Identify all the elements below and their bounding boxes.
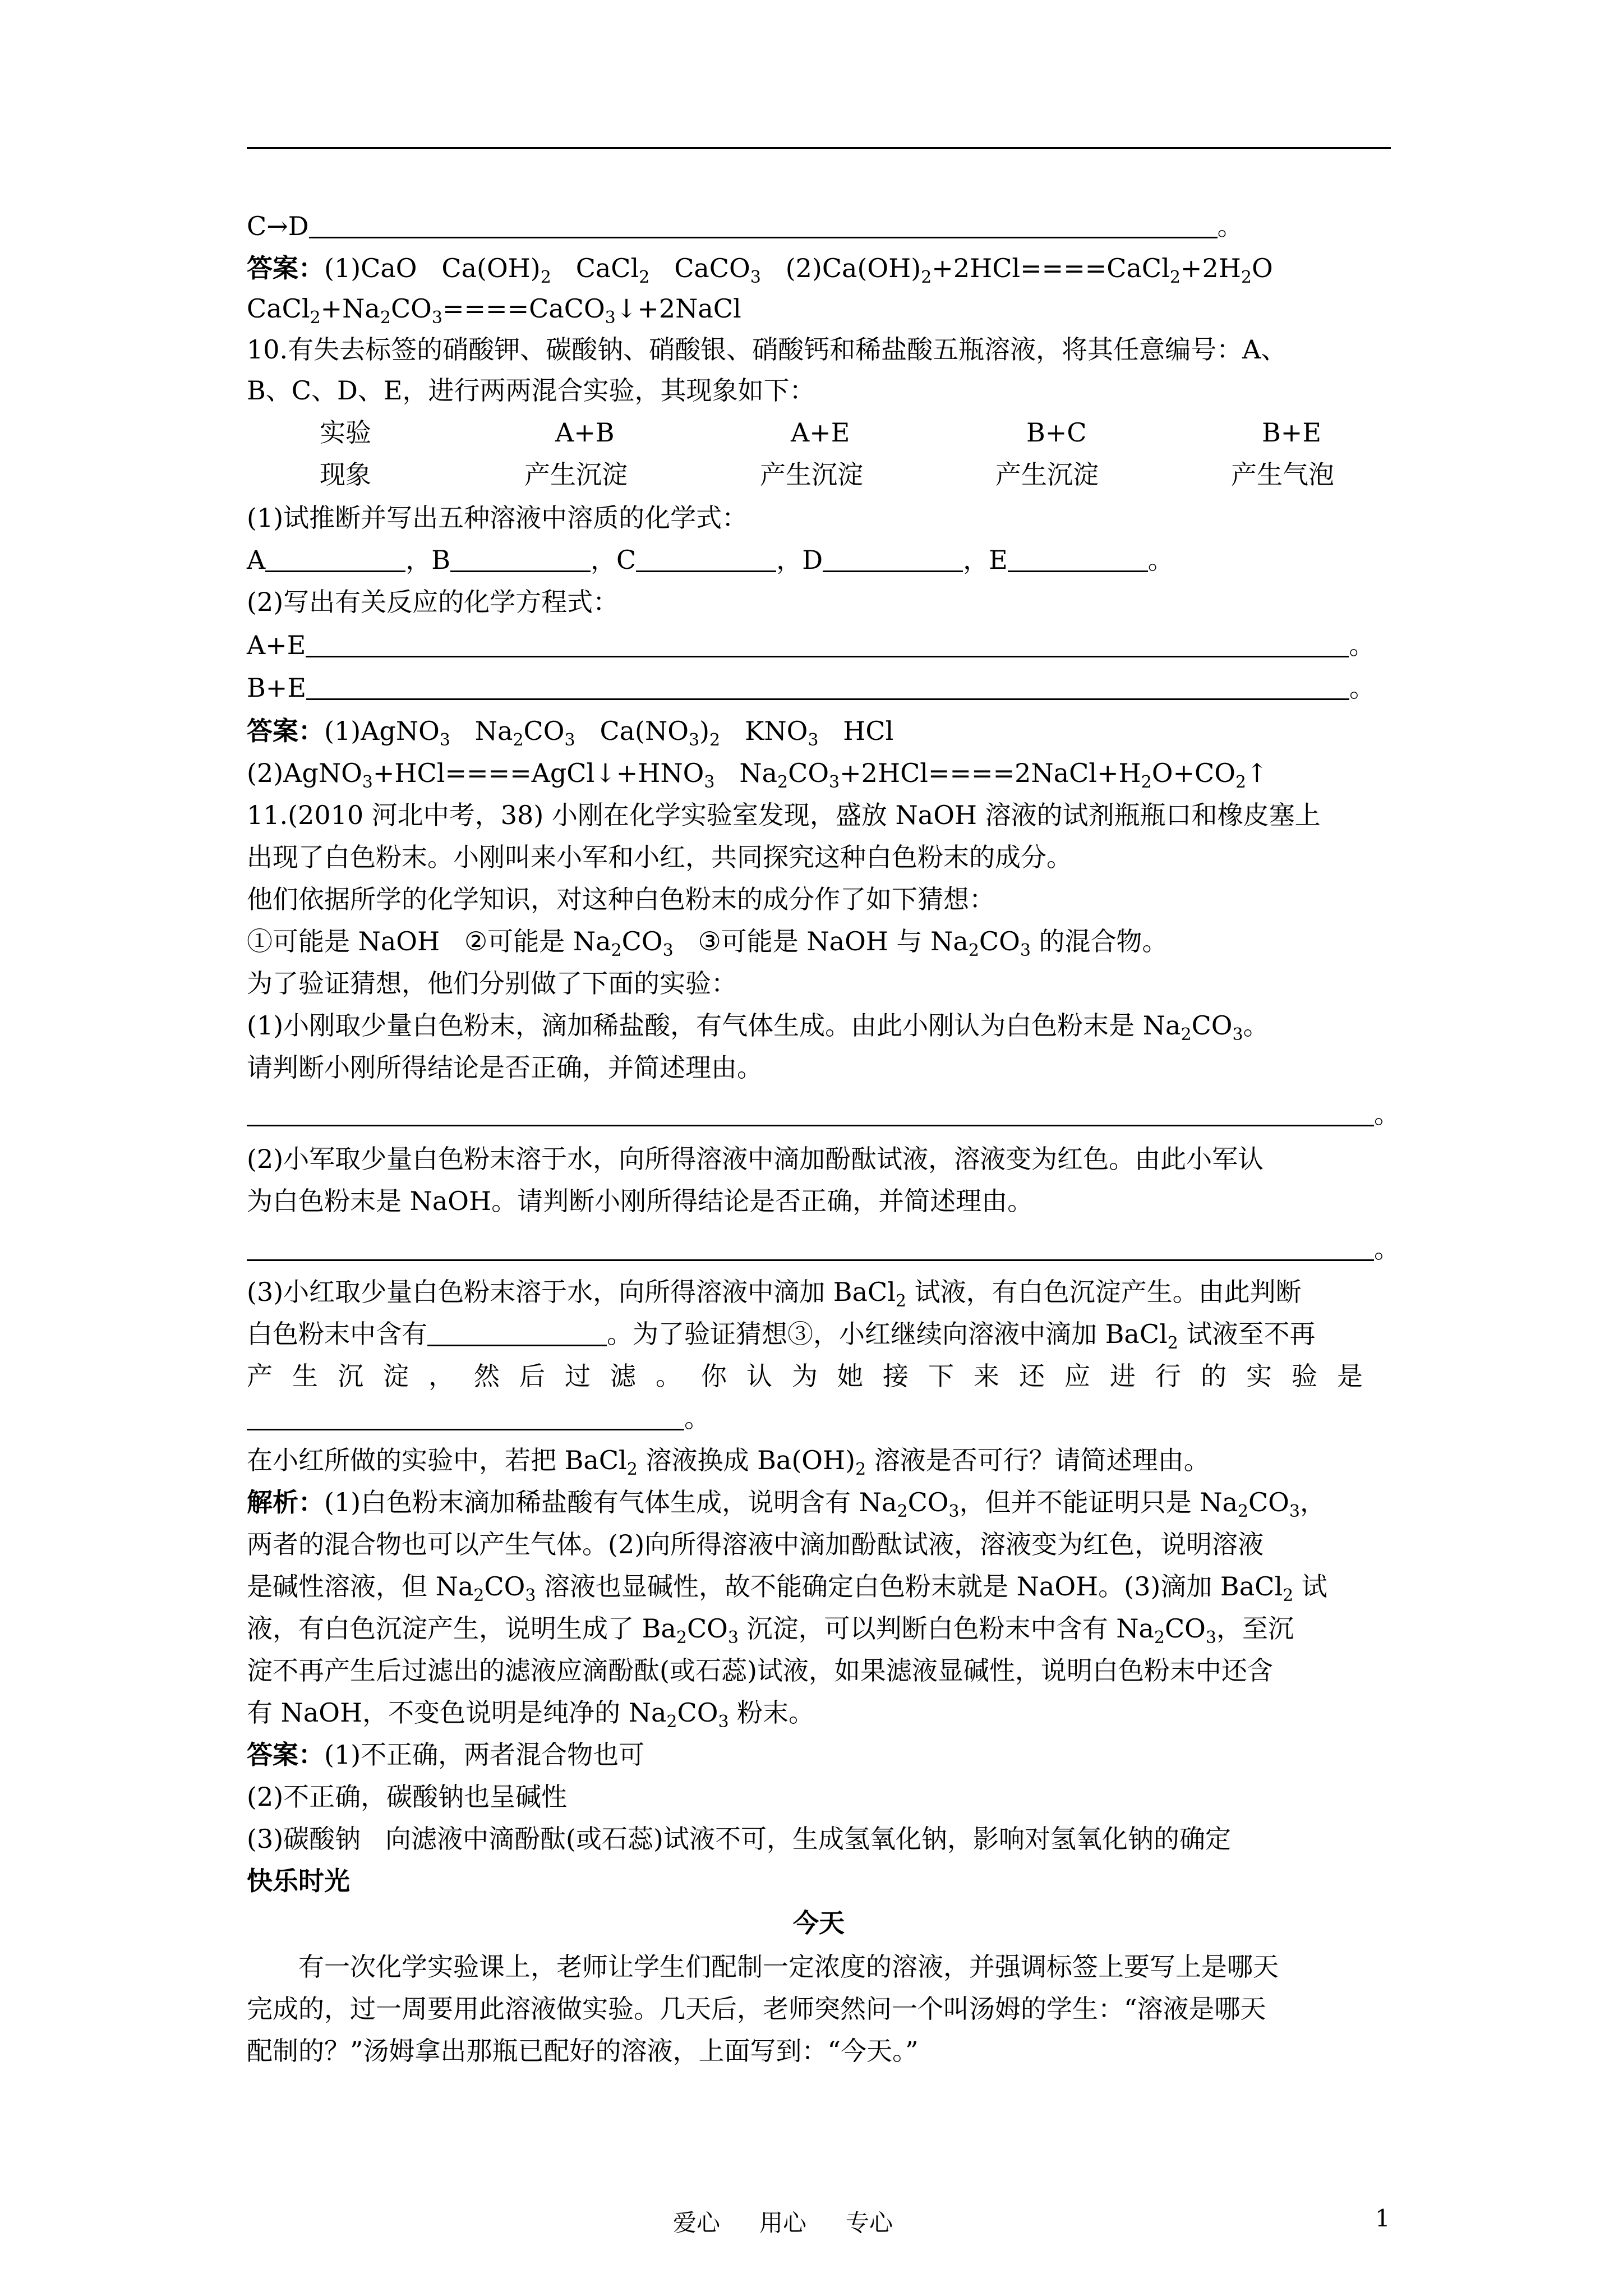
story-line-2: 完成的，过一周要用此溶液做实验。几天后，老师突然问一个叫汤姆的学生：“溶液是哪天 [247,1994,1266,2024]
formula: +2HCl====CaCl [932,253,1170,283]
blank-part2 [247,1235,1374,1261]
subscript: 2 [310,308,321,328]
q11-answer-1 [247,1739,644,1770]
guess-2: ②可能是 Na [464,926,611,956]
q11-answer-2: (2)不正确，碳酸钠也呈碱性 [247,1782,568,1812]
text: 液，有白色沉淀产生，说明生成了 Ba [247,1613,676,1644]
text: 溶液换成 Ba(OH) [637,1445,856,1475]
subscript: 3 [808,730,819,750]
analysis-4 [247,1613,1294,1648]
punct: 。 [1374,1099,1400,1129]
subscript: 2 [855,1460,866,1479]
blank-label: ，B [405,545,451,575]
formula: CO [907,1487,949,1517]
punct: ， [1299,1487,1326,1517]
formula: (2)AgNO [247,758,362,788]
q11-part2-answer-line [247,1233,1400,1264]
q11-text-3: 他们依据所学的化学知识，对这种白色粉末的成分作了如下猜想： [247,884,995,914]
subscript: 3 [829,772,840,792]
happy-time-heading: 快乐时光 [247,1866,350,1896]
text: 试液至不再 [1178,1319,1316,1349]
analysis-3 [247,1571,1327,1605]
q11-part1 [247,1010,1269,1045]
footer-text-3: 专心 [846,2209,893,2237]
table-cell: B+E [1262,417,1321,448]
subscript: 2 [1167,1333,1178,1353]
formula: CaCO [674,253,750,283]
text: 试 [1293,1571,1327,1602]
subscript: 2 [1235,772,1247,792]
answer-label: 答案： [247,1740,324,1770]
analysis-6 [247,1697,815,1732]
text: 粉末。 [728,1697,815,1728]
q10-ae-line [247,629,1375,661]
blank-label: ，D [776,545,823,575]
analysis-5: 淀不再产生后过滤出的滤液应滴酚酞(或石蕊)试液，如果滤液显碱性，说明白色粉末中还含 [247,1655,1273,1686]
formula: CaCl [575,253,639,283]
formula: HCl [843,716,894,746]
q10-part1: (1)试推断并写出五种溶液中溶质的化学式： [247,503,748,533]
q11-part2-1: (2)小军取少量白色粉末溶于水，向所得溶液中滴加酚酞试液，溶液变为红色。由此小军认 [247,1144,1264,1174]
subscript: 3 [704,772,715,792]
text: 溶液是否可行？请简述理由。 [866,1445,1210,1475]
text: (1)小刚取少量白色粉末，滴加稀盐酸，有气体生成。由此小刚认为白色粉末是 Na [247,1010,1181,1041]
formula: Ca(OH) [441,253,541,283]
formula: (1)CaO [324,253,417,283]
q11-part1-answer-line [247,1098,1400,1130]
formula: ↓+2NaCl [615,293,741,324]
q11-text-5: 为了验证猜想，他们分别做了下面的实验： [247,968,737,999]
subscript: 3 [727,1628,739,1648]
blank-d [823,546,963,572]
q9-answer-line-1 [247,252,1273,287]
text: (1)白色粉末滴加稀盐酸有气体生成，说明含有 Na [324,1487,897,1517]
blank-label: A [247,545,266,575]
q10-answer-1 [247,715,894,750]
formula: O+CO [1151,758,1235,788]
table-cell: A+E [791,417,850,448]
q11-part3-4 [247,1402,710,1434]
subscript: 2 [1237,1502,1248,1521]
footer-text-2: 用心 [759,2209,807,2237]
subscript: 3 [605,308,616,328]
subscript: 3 [362,772,373,792]
formula: Na [739,758,778,788]
analysis-2: 两者的混合物也可以产生气体。(2)向所得溶液中滴加酚酞试液，溶液变为红色，说明溶液 [247,1529,1264,1559]
text: 向滤液中滴酚酞(或石蕊)试液不可，生成氢氧化钠，影响对氢氧化钠的确定 [385,1824,1231,1854]
blank-e [1008,546,1148,572]
blank-b [450,546,591,572]
formula: CaCl [247,293,310,324]
formula: CO [788,758,829,788]
guess-3: ③可能是 NaOH 与 Na [698,926,969,956]
punct: 。 [1374,1234,1400,1264]
subscript: 2 [921,268,932,287]
table-cell: A+B [555,417,615,448]
q11-answer-3 [247,1823,1231,1855]
subscript: 2 [1141,772,1152,792]
formula: ↑ [1246,758,1268,788]
punct: 。 [1349,673,1375,703]
text: 的混合物。 [1039,926,1168,956]
blank-label: ，E [963,545,1008,575]
footer-text-1: 爱心 [673,2209,721,2237]
blank-part1 [247,1100,1374,1126]
subscript: 3 [1205,1628,1216,1648]
subscript: 2 [676,1628,687,1648]
q10-text-1: 10.有失去标签的硝酸钾、碳酸钠、硝酸银、硝酸钙和稀盐酸五瓶溶液，将其任意编号：A、 [247,334,1287,365]
q10-answer-2 [247,757,1268,792]
subscript: 2 [473,1586,485,1605]
formula: Ca(NO [600,716,689,746]
subscript: 2 [626,1460,638,1479]
table-cell: 产生沉淀 [995,459,1099,490]
subscript: 3 [1020,941,1031,960]
blank-part3b [247,1404,684,1430]
subscript: 2 [968,941,979,960]
guess-1: ①可能是 NaOH [247,926,440,956]
punct: 。 [1147,545,1174,575]
formula: ====CaCO [442,293,605,324]
q10-text-2: B、C、D、E，进行两两混合实验，其现象如下： [247,375,815,406]
subscript: 2 [1154,1628,1165,1648]
q10-part2: (2)写出有关反应的化学方程式： [247,587,619,617]
subscript: 3 [525,1586,536,1605]
story-title: 今天 [793,1908,845,1938]
page-number: 1 [1375,2205,1390,2232]
punct: 。 [1217,211,1243,241]
subscript: 3 [662,941,674,960]
formula: CO [1164,1613,1206,1644]
q11-part1-ask: 请判断小刚所得结论是否正确，并简述理由。 [247,1052,763,1083]
formula: CO [484,1571,525,1602]
table-cell: 产生沉淀 [524,459,628,490]
formula: CO [621,926,663,956]
subscript: 2 [1181,1025,1192,1045]
punct: 。 [1349,630,1375,660]
text: 溶液也显碱性，故不能确定白色粉末就是 NaOH。(3)滴加 BaCl [536,1571,1283,1602]
punct: 。 [684,1403,710,1433]
blank-label: A+E [247,630,306,660]
formula: CO [1191,1010,1233,1041]
punct: 。 [1243,1010,1269,1041]
q10-be-line [247,672,1375,703]
table-cell: 现象 [320,459,371,490]
text: 有 NaOH，不变色说明是纯净的 Na [247,1697,667,1728]
q11-guesses [247,926,1168,960]
q11-part3-5 [247,1444,1210,1479]
formula: CO [390,293,432,324]
subscript: 3 [1232,1025,1243,1045]
formula: (1)AgNO [324,716,440,746]
formula: +2HCl====2NaCl+H [840,758,1141,788]
text: 。为了验证猜想③，小红继续向溶液中滴加 BaCl [607,1319,1168,1349]
formula: +2H [1180,253,1241,283]
text: (3)碳酸钠 [247,1824,361,1854]
text: 白色粉末中含有 [247,1319,427,1349]
formula: +Na [320,293,380,324]
subscript: 2 [1283,1586,1294,1605]
q9-cd-line [247,210,1243,242]
table-cell: 产生气泡 [1231,459,1334,490]
analysis-1 [247,1487,1326,1521]
table-cell: 实验 [320,417,371,448]
subscript: 3 [564,730,575,750]
subscript: 2 [380,308,391,328]
subscript: 3 [948,1502,960,1521]
q9-cd-blank [309,212,1218,238]
subscript: 2 [513,730,524,750]
blank-label: B+E [247,673,306,703]
q11-part3-2 [247,1318,1316,1353]
footer [673,2205,932,2238]
blank-part3 [427,1320,607,1346]
formula: KNO [744,716,808,746]
formula: O [1251,253,1273,283]
formula: Na [474,716,513,746]
formula: CO [1248,1487,1289,1517]
q10-fill-line [247,544,1174,576]
formula: CO [523,716,565,746]
formula: +HCl====AgCl↓+HNO [372,758,704,788]
text: 试液，有白色沉淀产生。由此判断 [906,1277,1302,1307]
q11-text-1: 11.(2010 河北中考，38) 小刚在化学实验室发现，盛放 NaOH 溶液的试剂瓶瓶口和橡皮塞上 [247,800,1321,830]
analysis-label: 解析： [247,1487,324,1517]
formula: CO [686,1613,728,1644]
q9-answer-line-2 [247,293,741,328]
subscript: 2 [540,268,551,287]
table-cell: B+C [1026,417,1087,448]
story-line-3: 配制的？”汤姆拿出那瓶已配好的溶液，上面写到：“今天。” [247,2036,919,2066]
formula: (2)Ca(OH) [785,253,921,283]
subscript: 2 [709,730,721,750]
q11-part3-1 [247,1276,1302,1311]
blank-be [306,674,1349,700]
text: 沉淀，可以判断白色粉末中含有 Na [738,1613,1154,1644]
subscript: 3 [431,308,442,328]
subscript: 3 [688,730,700,750]
text: 在小红所做的实验中，若把 BaCl [247,1445,627,1475]
subscript: 3 [439,730,450,750]
q9-cd-label: C→D [247,211,309,241]
story-line-1: 有一次化学实验课上，老师让学生们配制一定浓度的溶液，并强调标签上要写上是哪天 [298,1952,1279,1982]
text: 是碱性溶液，但 Na [247,1571,474,1602]
subscript: 2 [639,268,650,287]
blank-a [265,546,405,572]
subscript: 2 [897,1502,908,1521]
subscript: 2 [895,1291,907,1311]
formula: CO [677,1697,718,1728]
subscript: 2 [666,1712,677,1732]
text: ，至沉 [1216,1613,1294,1644]
subscript: 2 [1169,268,1181,287]
blank-c [636,546,776,572]
subscript: 2 [1241,268,1252,287]
text: ，但并不能证明只是 Na [959,1487,1238,1517]
subscript: 3 [718,1712,729,1732]
q11-part2-2: 为白色粉末是 NaOH。请判断小刚所得结论是否正确，并简述理由。 [247,1186,1034,1216]
answer-label: 答案： [247,716,324,746]
blank-label: ，C [591,545,637,575]
q11-text-2: 出现了白色粉末。小刚叫来小军和小红，共同探究这种白色粉末的成分。 [247,842,1072,872]
subscript: 2 [777,772,789,792]
formula: CO [979,926,1020,956]
blank-ae [306,631,1349,657]
q11-part3-3: 产生沉淀，然后过滤。你认为她接下来还应进行的实验是 [247,1361,1363,1391]
text: (3)小红取少量白色粉末溶于水，向所得溶液中滴加 BaCl [247,1277,896,1307]
header-rule [247,147,1391,149]
subscript: 3 [1289,1502,1300,1521]
subscript: 3 [750,268,761,287]
table-cell: 产生沉淀 [760,459,863,490]
subscript: 2 [611,941,622,960]
formula: ) [699,716,710,746]
text: (1)不正确，两者混合物也可 [324,1740,645,1770]
answer-label: 答案： [247,253,324,283]
